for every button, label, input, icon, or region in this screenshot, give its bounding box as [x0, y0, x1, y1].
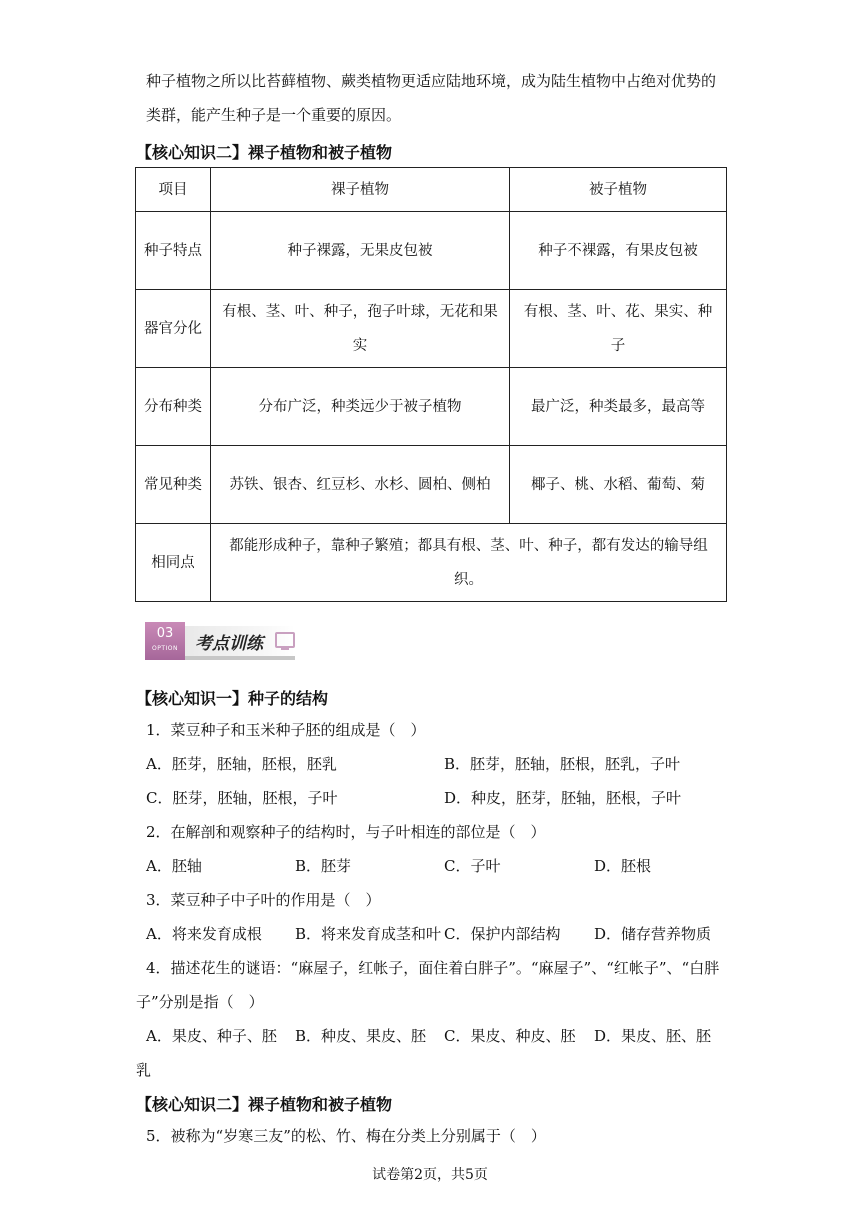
q3-option-b: B．将来发育成茎和叶	[295, 925, 442, 943]
row-label: 常见种类	[136, 446, 211, 524]
comparison-table	[135, 167, 727, 602]
q4-option-d-wrap: 乳	[136, 1061, 152, 1079]
angio-cell: 种子不裸露，有果皮包被	[510, 212, 727, 290]
gymno-cell: 苏铁、银杏、红豆杉、水杉、圆柏、侧柏	[211, 446, 510, 524]
q4-option-a: A．果皮、种子、胚	[146, 1027, 277, 1045]
q2-option-a: A．胚轴	[146, 857, 202, 875]
badge-bar	[185, 626, 295, 660]
q1-option-d: D．种皮，胚芽，胚轴，胚根，子叶	[444, 789, 682, 807]
table-row	[136, 446, 727, 524]
section-heading-gymno-angio: 【核心知识二】裸子植物和被子植物	[136, 143, 393, 162]
row-label: 分布种类	[136, 368, 211, 446]
question-5-stem: 5．被称为“岁寒三友”的松、竹、梅在分类上分别属于（ ）	[146, 1127, 546, 1145]
header-item: 项目	[136, 168, 211, 212]
page-footer: 试卷第2页，共5页	[372, 1167, 488, 1183]
q2-option-c: C．子叶	[444, 857, 501, 875]
table-row	[136, 368, 727, 446]
intro-line-2: 类群，能产生种子是一个重要的原因。	[146, 106, 402, 124]
badge-sub: OPTION	[152, 645, 178, 652]
q4-option-d: D．果皮、胚、胚	[594, 1027, 712, 1045]
section-heading-seed-structure: 【核心知识一】种子的结构	[136, 689, 329, 708]
section-badge	[145, 622, 305, 666]
row-label: 相同点	[136, 524, 211, 602]
angio-cell: 最广泛，种类最多，最高等	[510, 368, 727, 446]
angio-cell: 有根、茎、叶、花、果实、种子	[510, 290, 727, 368]
badge-number: 03	[156, 626, 174, 641]
q3-option-d: D．储存营养物质	[594, 925, 712, 943]
common-cell: 都能形成种子，靠种子繁殖；都具有根、茎、叶、种子，都有发达的输导组织。	[211, 524, 727, 602]
q2-option-d: D．胚根	[594, 857, 652, 875]
q1-option-b: B．胚芽，胚轴，胚根，胚乳，子叶	[444, 755, 681, 773]
question-4-stem-cont: 子”分别是指（ ）	[136, 993, 264, 1011]
gymno-cell: 种子裸露，无果皮包被	[211, 212, 510, 290]
q1-option-a: A．胚芽，胚轴，胚根，胚乳	[146, 755, 337, 773]
question-4-stem: 4．描述花生的谜语：“麻屋子，红帐子，面住着白胖子”。“麻屋子”、“红帐子”、“白胖	[146, 959, 720, 977]
q3-option-c: C．保护内部结构	[444, 925, 561, 943]
table-row	[136, 290, 727, 368]
row-label: 种子特点	[136, 212, 211, 290]
monitor-icon	[275, 632, 295, 648]
question-1-stem: 1．菜豆种子和玉米种子胚的组成是（ ）	[146, 721, 426, 739]
section-heading-gymno-angio-2: 【核心知识二】裸子植物和被子植物	[136, 1095, 393, 1114]
badge-title: 考点训练	[195, 634, 263, 654]
header-angiosperm: 被子植物	[510, 168, 727, 212]
question-3-stem: 3．菜豆种子中子叶的作用是（ ）	[146, 891, 381, 909]
table-header-row	[136, 168, 727, 212]
q1-option-c: C．胚芽，胚轴，胚根，子叶	[146, 789, 338, 807]
table-row	[136, 524, 727, 602]
intro-line-1: 种子植物之所以比苔藓植物、蕨类植物更适应陆地环境，成为陆生植物中占绝对优势的	[146, 72, 717, 90]
intro-paragraph	[146, 64, 726, 132]
q4-option-c: C．果皮、种皮、胚	[444, 1027, 576, 1045]
question-2-stem: 2．在解剖和观察种子的结构时，与子叶相连的部位是（ ）	[146, 823, 546, 841]
table-row	[136, 212, 727, 290]
row-label: 器官分化	[136, 290, 211, 368]
gymno-cell: 分布广泛，种类远少于被子植物	[211, 368, 510, 446]
q3-option-a: A．将来发育成根	[146, 925, 262, 943]
header-gymnosperm: 裸子植物	[211, 168, 510, 212]
q4-option-b: B．种皮、果皮、胚	[295, 1027, 427, 1045]
q2-option-b: B．胚芽	[295, 857, 352, 875]
angio-cell: 椰子、桃、水稻、葡萄、菊	[510, 446, 727, 524]
badge-number-tag	[145, 622, 185, 660]
gymno-cell: 有根、茎、叶、种子，孢子叶球，无花和果实	[211, 290, 510, 368]
